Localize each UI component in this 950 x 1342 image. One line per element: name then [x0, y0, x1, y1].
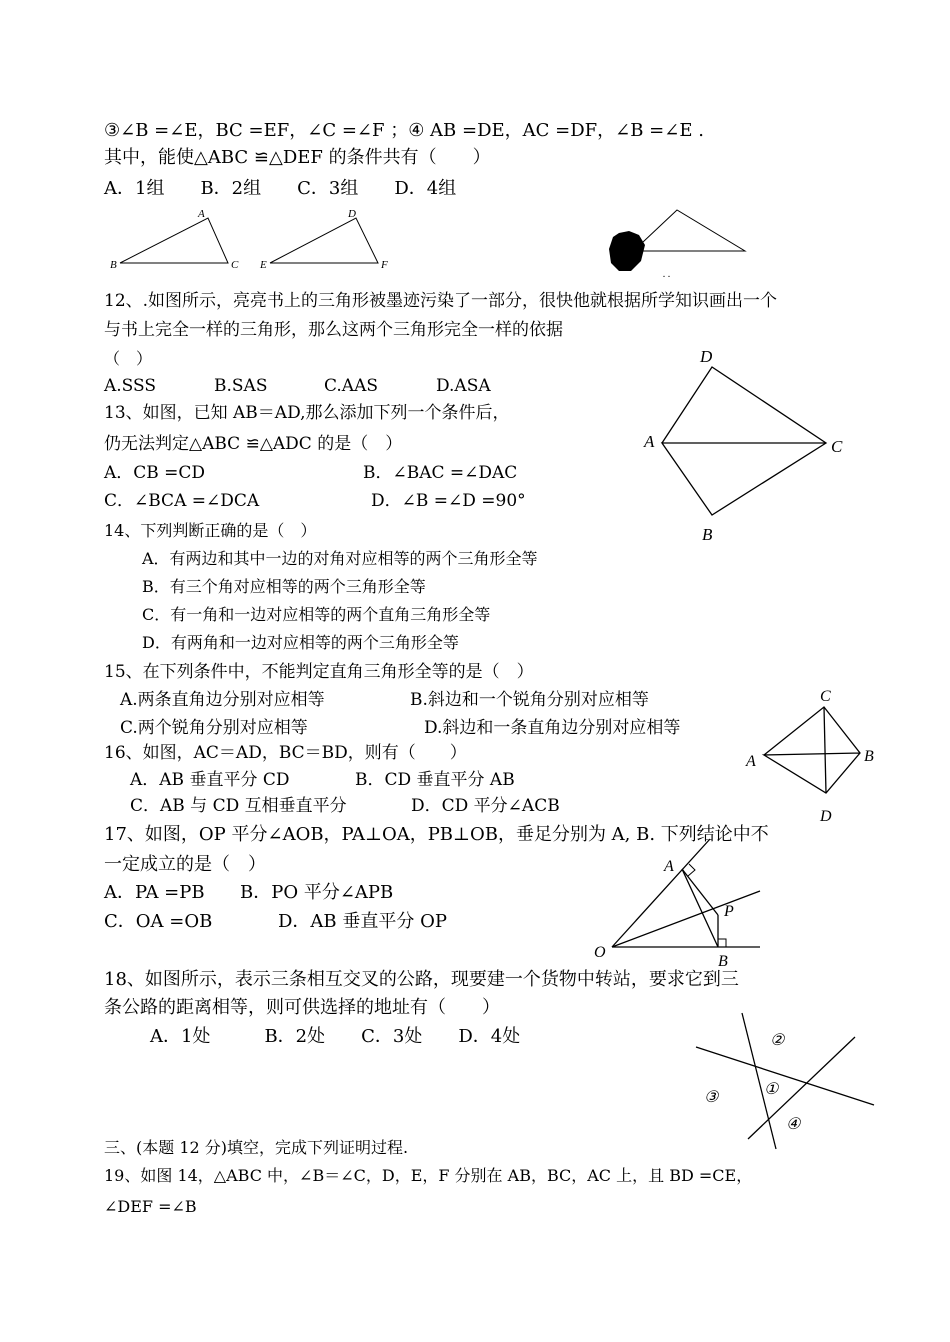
q18-options: A．1处 B．2处 C．3处 D．4处	[150, 1026, 521, 1047]
q17-label-a: A	[664, 858, 674, 875]
q13-label-b: B	[702, 525, 713, 544]
q16-option-a: A．AB 垂直平分 CD	[130, 770, 290, 790]
q17-label-o: O	[594, 944, 606, 961]
q17-option-b: B．PO 平分∠APB	[240, 882, 394, 903]
q14-option-c: C．有一角和一边对应相等的两个直角三角形全等	[142, 605, 491, 624]
q13-kite-figure	[640, 345, 855, 545]
q18-line1: 18、如图所示，表示三条相互交叉的公路，现要建一个货物中转站，要求它到三	[104, 969, 739, 990]
q15-stem: 15、在下列条件中，不能判定直角三角形全等的是（ ）	[104, 662, 534, 682]
q11-label-b: B	[110, 259, 117, 271]
section3-heading: 三、(本题 12 分)填空，完成下列证明过程.	[104, 1138, 409, 1157]
q17-angle-bisector-figure	[590, 835, 770, 975]
q14-stem: 14、下列判断正确的是（ ）	[104, 521, 317, 540]
q13-option-b: B．∠BAC =∠DAC	[363, 463, 518, 483]
q11-options: A．1组 B．2组 C．3组 D．4组	[104, 178, 457, 199]
q12-line1: 12、.如图所示，亮亮书上的三角形被墨迹污染了一部分，很快他就根据所学知识画出一个	[104, 291, 778, 311]
q11-label-c: C	[231, 259, 239, 271]
q16-option-d: D．CD 平分∠ACB	[411, 796, 560, 816]
q14-option-b: B．有三个角对应相等的两个三角形全等	[142, 577, 426, 596]
q18-label-1: ①	[764, 1081, 779, 1098]
q15-option-b: B.斜边和一个锐角分别对应相等	[410, 690, 649, 710]
q13-option-d: D．∠B =∠D =90°	[371, 491, 526, 511]
q16-label-c: C	[820, 688, 831, 705]
q12-option-c: C.AAS	[324, 376, 379, 396]
q13-label-d: D	[700, 347, 713, 366]
q12-option-d: D.ASA	[436, 376, 491, 396]
q13-label-c: C	[831, 437, 843, 456]
q16-label-d: D	[820, 808, 832, 825]
q16-rhombus-figure	[740, 683, 880, 828]
q13-line1: 13、如图，已知 AB＝AD,那么添加下列一个条件后，	[104, 403, 510, 423]
q18-label-3: ③	[704, 1089, 719, 1106]
q19-line2: ∠DEF =∠B	[104, 1197, 197, 1216]
q11-label-a: A	[198, 208, 205, 220]
q12-dots: . .	[663, 269, 671, 280]
q18-label-2: ②	[770, 1032, 785, 1049]
q11-label-e: E	[260, 259, 267, 271]
q11-label-f: F	[381, 259, 388, 271]
q13-label-a: A	[644, 432, 655, 451]
q14-option-a: A．有两边和其中一边的对角对应相等的两个三角形全等	[142, 549, 538, 568]
q16-option-b: B．CD 垂直平分 AB	[355, 770, 515, 790]
q17-option-d: D．AB 垂直平分 OP	[278, 911, 447, 932]
q16-label-b: B	[864, 748, 874, 765]
q16-stem: 16、如图，AC＝AD，BC＝BD，则有（ ）	[104, 743, 467, 763]
q11-stem: 其中，能使△ABC ≌△DEF 的条件共有（ ）	[104, 147, 491, 168]
q15-option-d: D.斜边和一条直角边分别对应相等	[424, 718, 681, 738]
q19-line1: 19、如图 14，△ABC 中，∠B＝∠C，D，E，F 分别在 AB，BC，AC 上，且 BD =CE，	[104, 1166, 753, 1185]
q12-paren: （ ）	[104, 349, 153, 368]
q13-line2: 仍无法判定△ABC ≌△ADC 的是（ ）	[104, 434, 403, 454]
q18-label-4: ④	[786, 1116, 801, 1133]
q11-label-d: D	[348, 208, 356, 220]
q17-option-a: A．PA =PB	[104, 882, 205, 903]
q11-triangles-figure	[100, 203, 410, 275]
q14-option-d: D．有两角和一边对应相等的两个三角形全等	[142, 633, 459, 652]
q17-label-p: P	[724, 903, 734, 920]
q15-option-a: A.两条直角边分别对应相等	[120, 690, 325, 710]
q12-ink-triangle-figure	[605, 205, 755, 280]
q18-roads-figure	[690, 1005, 880, 1155]
q17-label-b: B	[718, 953, 728, 970]
q16-option-c: C．AB 与 CD 互相垂直平分	[130, 796, 347, 816]
q12-option-a: A.SSS	[104, 376, 157, 396]
q18-line2: 条公路的距离相等，则可供选择的地址有（ ）	[104, 997, 500, 1018]
q17-line1: 17、如图，OP 平分∠AOB，PA⊥OA，PB⊥OB，垂足分别为 A, B. 下列结论中不	[104, 824, 769, 845]
q11-conditions: ③∠B =∠E，BC =EF，∠C =∠F ；④ AB =DE，AC =DF，∠B =∠E .	[104, 120, 704, 141]
q17-option-c: C．OA =OB	[104, 911, 213, 932]
q15-option-c: C.两个锐角分别对应相等	[120, 718, 308, 738]
q13-option-c: C．∠BCA =∠DCA	[104, 491, 260, 511]
q16-label-a: A	[746, 753, 756, 770]
q17-line2: 一定成立的是（ ）	[104, 854, 266, 875]
q12-line2: 与书上完全一样的三角形，那么这两个三角形完全一样的依据	[104, 320, 563, 340]
ink-blot	[609, 231, 645, 271]
q13-option-a: A．CB =CD	[104, 463, 206, 483]
q12-option-b: B.SAS	[214, 376, 268, 396]
